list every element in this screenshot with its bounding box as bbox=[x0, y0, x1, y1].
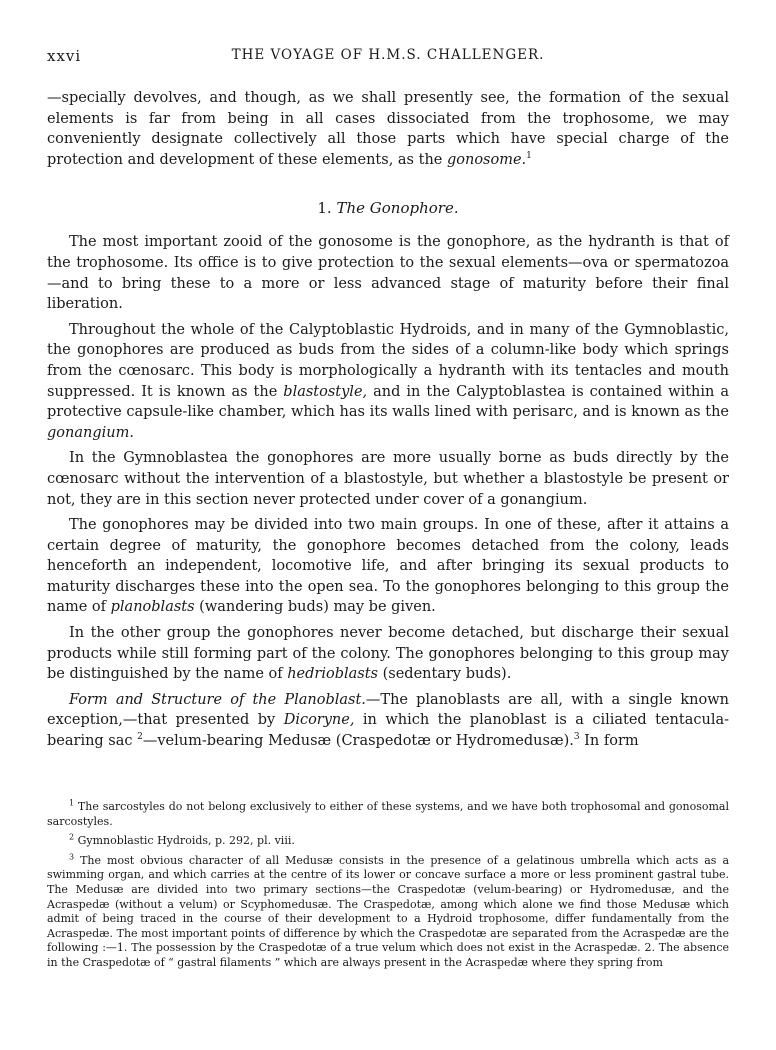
footnote-ref-1: 1 bbox=[526, 150, 532, 161]
paragraph-1: The most important zooid of the gonosome is the gonophore, as the hydranth is that of the trophosome. Its office is to give protection to the sexual elements—ova or spermatozoa—and to bring these to a more or less advanced stage of maturity before their final liberation. bbox=[47, 234, 729, 313]
footnote: $^3$ The most obvious character of all Medusæ consists in the presence of a gelatinous umbrella which acts as a swimming organ, and which carries at the centre of its lower or concave surface a more or less prominent gastral tube. The Medusæ are divided into two primary sections—the Craspedotæ (velum-bearing) or Hydromedusæ, and the Acraspedæ (without a velum) or Scyphomedusæ. The Craspedotæ, among which alone we find those Medusæ which admit of being traced in the course of their development to a Hydroid trophosome, differ fundamentally from the Acraspedæ. The most important points of difference by which the Craspedotæ are separated from the Acraspedæ are the following :—1. The possession by the Craspedotæ of a true velum which does not exist in the Acraspedæ. 2. The absence in the Craspedotæ of “ gastral filaments ” which are always present in the Acraspedæ where they spring from bbox=[47, 852, 729, 969]
footnote: $^1$ The sarcostyles do not belong exclusively to either of these systems, and we have both trophosomal and gonosomal sarcostyles. bbox=[47, 798, 729, 828]
paragraph-4: The gonophores may be divided into two main groups. In one of these, after it attains a certain degree of maturity, the gonophore becomes detached from the colony, leads henceforth an independent, locomotive life, and after bringing its sexual products to maturity discharges these into the open sea. To the gonophores belonging to this group the name of planoblasts (wandering buds) may be given. bbox=[47, 517, 729, 616]
footnotes bbox=[47, 800, 729, 971]
running-title: THE VOYAGE OF H.M.S. CHALLENGER. bbox=[231, 47, 545, 63]
section-heading bbox=[47, 198, 729, 218]
main-text bbox=[47, 88, 729, 752]
paragraph-5: In the other group the gonophores never become detached, but discharge their sexual products while still forming part of the colony. The gonophores belonging to this group may be distinguished by the name of hedrioblasts (sedentary buds). bbox=[47, 625, 729, 683]
term-gonangium: gonangium. bbox=[47, 424, 134, 441]
footnote-ref-3: 3 bbox=[573, 732, 580, 743]
paragraph-6: Form and Structure of the Planoblast.—The planoblasts are all, with a single known exception,—that presented by Dicoryne, in which the planoblast is a ciliated tentacula-bearing sac $^2$—velum-bearing Medusæ (Craspedotæ or Hydromedusæ).$^3$ In form bbox=[47, 691, 730, 750]
genus-dicoryne: Dicoryne, bbox=[283, 712, 355, 729]
term-planoblasts: planoblasts bbox=[110, 599, 195, 616]
section-title: The Gonophore. bbox=[336, 199, 459, 218]
page-header bbox=[47, 47, 729, 69]
footnote-ref-2: 2 bbox=[137, 732, 143, 743]
term-hedrioblasts: hedrioblasts bbox=[287, 666, 378, 683]
paragraph-continuation: —specially devolves, and though, as we shall presently see, the formation of the sexual elements is far from being in all cases dissociated from the trophosome, we may conveniently designate collectively all those parts which have special charge of the protection and development of these elements, as the gonosome.$^1$ bbox=[47, 90, 729, 168]
page-number: xxvi bbox=[47, 47, 82, 65]
paragraph-3: In the Gymnoblastea the gonophores are more usually borne as buds directly by the cœnosarc without the intervention of a blastostyle, but whether a blastostyle be present or not, they are in this section never protected under cover of a gonangium. bbox=[47, 450, 729, 508]
subsection-lead: Form and Structure of the Planoblast. bbox=[69, 691, 366, 708]
footnote: $^2$ Gymnoblastic Hydroids, p. 292, pl. viii. bbox=[69, 832, 295, 848]
term-gonosome: gonosome. bbox=[446, 151, 527, 168]
section-number: 1. bbox=[317, 199, 332, 218]
paragraph-2: Throughout the whole of the Calyptoblastic Hydroids, and in many of the Gymnoblastic, the gonophores are produced as buds from the sides of a column-like body which springs from the cœnosarc. This body is morphologically a hydranth with its tentacles and mouth suppressed. It is known as the blastostyle, and in the Calyptoblastea is contained within a protective capsule-like chamber, which has its walls lined with perisarc, and is known as the gonangium. bbox=[47, 321, 729, 441]
term-blastostyle: blastostyle, bbox=[283, 383, 368, 400]
